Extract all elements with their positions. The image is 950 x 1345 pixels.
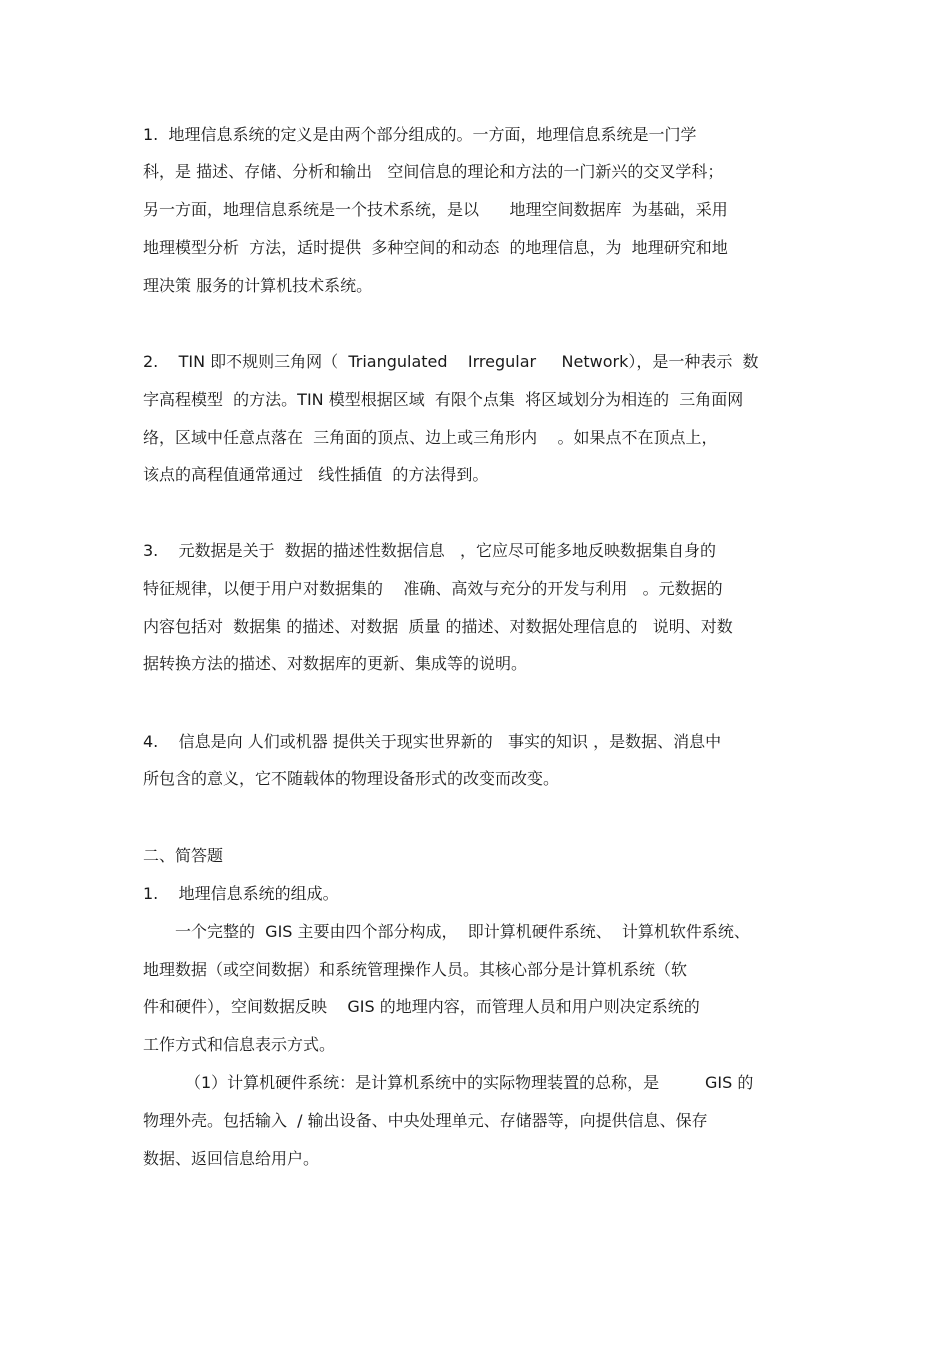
item-1-line-1: （1）计算机硬件系统：是计算机系统中的实际物理装置的总称，是 GIS 的 bbox=[185, 1073, 754, 1092]
question-1-title: 1. 地理信息系统的组成。 bbox=[143, 884, 339, 903]
body-line-2: 地理数据（或空间数据）和系统管理操作人员。其核心部分是计算机系统（软 bbox=[143, 960, 688, 979]
paragraph-3-line-3: 内容包括对 数据集 的描述、对数据 质量 的描述、对数据处理信息的 说明、对数 bbox=[143, 617, 733, 636]
paragraph-2-line-1: 2. TIN 即不规则三角网（ Triangulated Irregular Network），是一种表示 数 bbox=[143, 352, 759, 371]
paragraph-4-line-1: 4. 信息是向 人们或机器 提供关于现实世界新的 事实的知识 ，是数据、消息中 bbox=[143, 732, 722, 751]
paragraph-1-line-4: 地理模型分析 方法，适时提供 多种空间的和动态 的地理信息，为 地理研究和地 bbox=[143, 238, 728, 257]
item-1-line-2: 物理外壳。包括输入 / 输出设备、中央处理单元、存储器等，向提供信息、保存 bbox=[143, 1111, 708, 1130]
paragraph-2-line-2: 字高程模型 的方法。TIN 模型根据区域 有限个点集 将区域划分为相连的 三角面网 bbox=[143, 390, 744, 409]
paragraph-1-line-1: 1. 地理信息系统的定义是由两个部分组成的。一方面，地理信息系统是一门学 bbox=[143, 125, 697, 144]
paragraph-4-line-2: 所包含的意义，它不随载体的物理设备形式的改变而改变。 bbox=[143, 769, 560, 788]
item-1-line-3: 数据、返回信息给用户。 bbox=[143, 1149, 320, 1168]
body-line-3: 件和硬件），空间数据反映 GIS 的地理内容，而管理人员和用户则决定系统的 bbox=[143, 997, 700, 1016]
paragraph-3-line-1: 3. 元数据是关于 数据的描述性数据信息 ，它应尽可能多地反映数据集自身的 bbox=[143, 541, 717, 560]
paragraph-2-line-4: 该点的高程值通常通过 线性插值 的方法得到。 bbox=[143, 465, 489, 484]
paragraph-1-line-2: 科，是 描述、存储、分析和输出 空间信息的理论和方法的一门新兴的交叉学科； bbox=[143, 162, 724, 181]
body-line-1: 一个完整的 GIS 主要由四个部分构成， 即计算机硬件系统、 计算机软件系统、 bbox=[175, 922, 750, 941]
body-line-4: 工作方式和信息表示方式。 bbox=[143, 1035, 336, 1054]
section-heading: 二、简答题 bbox=[143, 846, 224, 865]
paragraph-1-line-5: 理决策 服务的计算机技术系统。 bbox=[143, 276, 373, 295]
paragraph-3-line-2: 特征规律，以便于用户对数据集的 准确、高效与充分的开发与利用 。元数据的 bbox=[143, 579, 723, 598]
paragraph-1-line-3: 另一方面，地理信息系统是一个技术系统，是以 地理空间数据库 为基础，采用 bbox=[143, 200, 728, 219]
paragraph-2-line-3: 络，区域中任意点落在 三角面的顶点、边上或三角形内 。如果点不在顶点上， bbox=[143, 428, 718, 447]
paragraph-3-line-4: 据转换方法的描述、对数据库的更新、集成等的说明。 bbox=[143, 654, 528, 673]
